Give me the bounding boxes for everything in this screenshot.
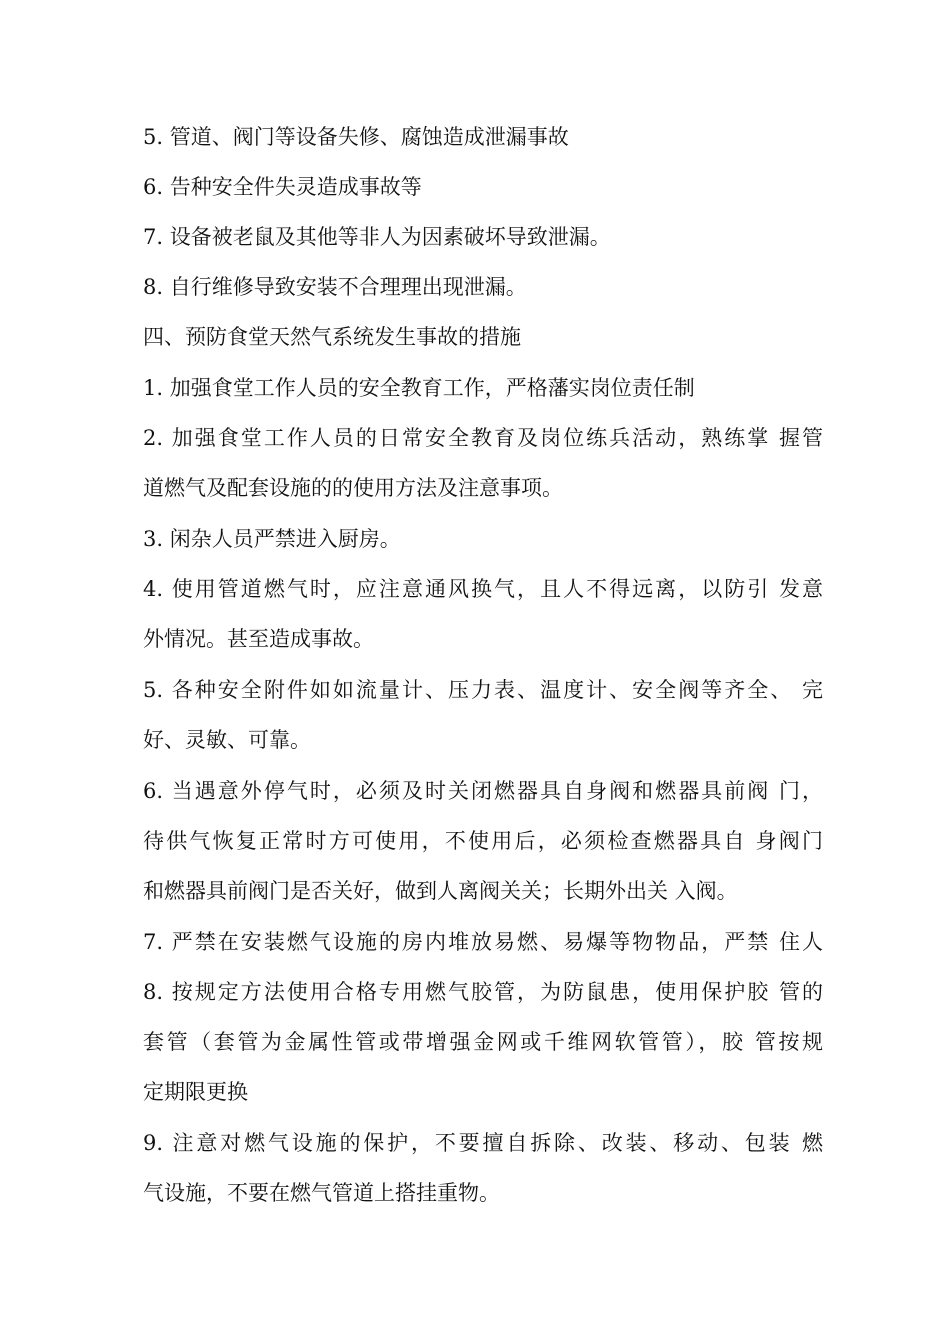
measure-9-line-1: 9. 注意对燃气设施的保护，不要擅自拆除、改装、移动、包装 燃 <box>143 1131 823 1155</box>
measure-4-line-2: 外情况。甚至造成事故。 <box>143 627 374 651</box>
item-5-pipe-leak: 5. 管道、阀门等设备失修、腐蚀造成泄漏事故 <box>143 125 569 149</box>
measure-6-line-2: 待供气恢复正常时方可使用，不使用后，必须检查燃器具自 身阀门 <box>143 829 823 853</box>
measure-8-line-2: 套管（套管为金属性管或带增强金网或千维网软管管），胶 管按规 <box>143 1030 823 1054</box>
section-heading-prevention: 四、预防食堂天然气系统发生事故的措施 <box>143 325 521 349</box>
measure-7: 7. 严禁在安装燃气设施的房内堆放易燃、易爆等物物品，严禁 住人 <box>143 930 823 954</box>
measure-9-line-2: 气设施，不要在燃气管道上搭挂重物。 <box>143 1181 500 1205</box>
measure-1: 1. 加强食堂工作人员的安全教育工作，严格藩实岗位责任制 <box>143 376 695 400</box>
measure-4-line-1: 4. 使用管道燃气时，应注意通风换气，且人不得远离，以防引 发意 <box>143 577 823 601</box>
item-7-rodent-damage: 7. 设备被老鼠及其他等非人为因素破坏导致泄漏。 <box>143 225 611 249</box>
measure-6-line-1: 6. 当遇意外停气时，必须及时关闭燃器具自身阀和燃器具前阀 门， <box>143 779 823 803</box>
measure-2-line-2: 道燃气及配套设施的的使用方法及注意事项。 <box>143 476 563 500</box>
measure-8-line-3: 定期限更换 <box>143 1080 248 1104</box>
item-6-safety-parts: 6. 告种安全件失灵造成事故等 <box>143 175 422 199</box>
measure-2-line-1: 2. 加强食堂工作人员的日常安全教育及岗位练兵活动，熟练掌 握管 <box>143 426 823 450</box>
item-8-self-repair: 8. 自行维修导致安装不合理理出现泄漏。 <box>143 275 527 299</box>
measure-8-line-1: 8. 按规定方法使用合格专用燃气胶管，为防鼠患，使用保护胶 管的 <box>143 980 823 1004</box>
measure-5-line-2: 好、灵敏、可靠。 <box>143 728 311 752</box>
measure-5-line-1: 5. 各种安全附件如如流量计、压力表、温度计、安全阀等齐全、 完 <box>143 678 823 702</box>
measure-6-line-3: 和燃器具前阀门是否关好，做到人离阀关关；长期外出关 入阀。 <box>143 879 738 903</box>
measure-3: 3. 闲杂人员严禁进入厨房。 <box>143 527 401 551</box>
